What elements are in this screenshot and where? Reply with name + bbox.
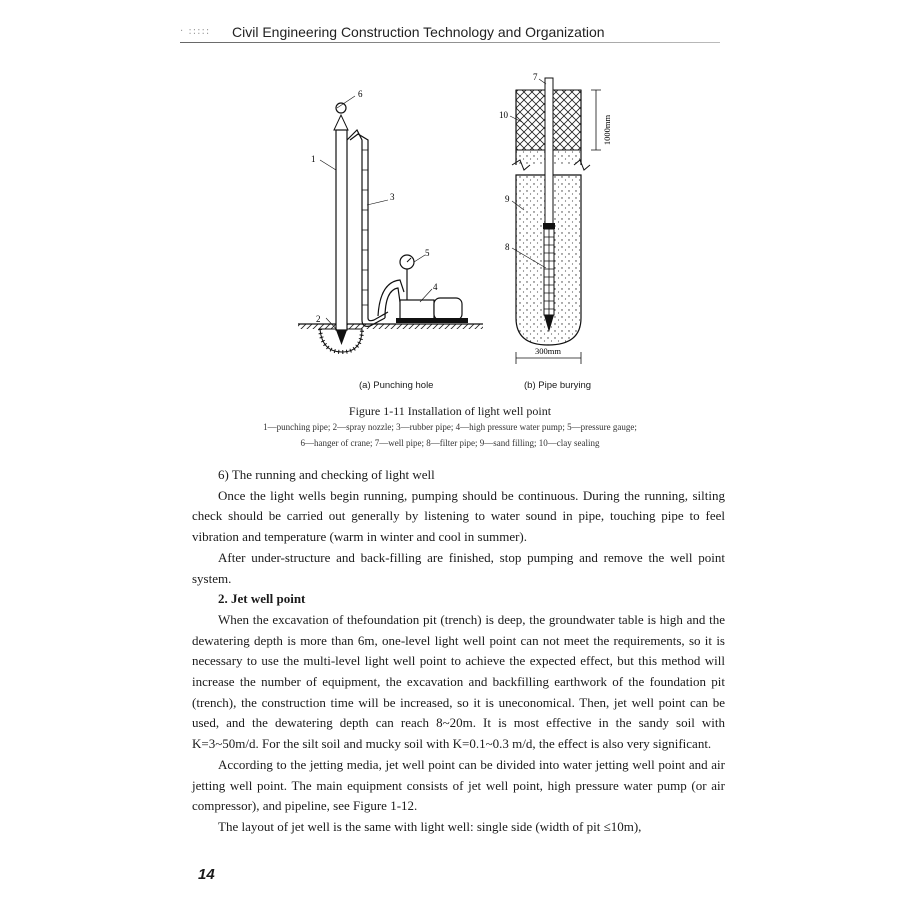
rubber-pipe-left-edge — [347, 130, 385, 326]
diagram-pipe-burying — [499, 72, 612, 364]
running-header — [180, 22, 720, 44]
section-heading-6: 6) The running and checking of light well — [218, 467, 435, 482]
header-dots: · ::::: — [180, 26, 211, 37]
rubber-pipe-ribs — [362, 150, 368, 305]
punching-pipe — [336, 130, 347, 330]
dim-depth-text: 1000mm — [602, 114, 612, 146]
section-heading-jet: 2. Jet well point — [218, 591, 306, 607]
header-rule — [180, 42, 720, 43]
body-text — [192, 465, 725, 838]
subcaption-b: (b) Pipe burying — [524, 380, 592, 391]
label-2: 2 — [316, 314, 321, 324]
label-4: 4 — [433, 282, 438, 292]
leader-5 — [414, 255, 425, 262]
subcaption-a: (a) Punching hole — [359, 380, 434, 391]
label-10: 10 — [499, 110, 508, 120]
pump-base — [396, 318, 468, 323]
book-title: Civil Engineering Construction Technology and Organization — [232, 24, 605, 40]
label-5: 5 — [425, 248, 430, 258]
paragraph-jet-media: According to the jetting media, jet well point can be divided into water jetting well point and air jetting well point. The main equipment consists of jet well point, high pressure water pump (or air compressor), and pipeline, see Figure 1-12. — [192, 756, 725, 814]
crane-hanger — [334, 115, 348, 130]
paragraph-running: Once the light wells begin running, pumping should be continuous. During the running, silting check should be carried out generally by listening to water sound in pipe, touching pipe to feel vibration and temperature (warm in winter and cool in summer). — [192, 487, 725, 545]
pipe-coupling — [543, 223, 555, 229]
figure-legend-line-1: 1—punching pipe; 2—spray nozzle; 3—rubber pipe; 4—high pressure water pump; 5—pressure gauge; — [263, 422, 637, 432]
page-number: 14 — [198, 866, 215, 883]
label-7: 7 — [533, 72, 538, 82]
label-3: 3 — [390, 192, 395, 202]
pump-hose — [385, 288, 400, 318]
dim-width-text: 300mm — [535, 346, 561, 356]
leader-3 — [367, 200, 388, 205]
label-1: 1 — [311, 154, 316, 164]
paragraph-removal: After under-structure and back-filling are finished, stop pumping and remove the well point system. — [192, 549, 725, 586]
water-pump-body — [400, 300, 434, 320]
paragraph-jet-intro: When the excavation of thefoundation pit (trench) is deep, the groundwater table is high and the dewatering depth is more than 6m, one-level light well point can not meet the requirements, so it is necessary to use the multi-level light well point to achieve the expected effect, but this method will increase the number of equipment, the excavation and backfilling earthwork of the foundation pit (trench), the construction time will be increased, so it is uneconomical. Then, jet well point can be used, and the dewatering depth can reach 8~20m. It is most effective in the sandy soil with K=3~50m/d. For the silt soil and mucky soil with K=0.1~0.3 m/d, the effect is also very significant. — [192, 611, 725, 752]
label-9: 9 — [505, 194, 510, 204]
label-8: 8 — [505, 242, 510, 252]
well-pipe — [545, 78, 553, 228]
figure-legend-line-2: 6—hanger of crane; 7—well pipe; 8—filter pipe; 9—sand filling; 10—clay sealing — [300, 438, 600, 448]
paragraph-jet-layout: The layout of jet well is the same with light well: single side (width of pit ≤10m), — [218, 818, 642, 834]
leader-1 — [320, 160, 336, 170]
ground-surface — [298, 324, 483, 329]
pump-motor — [434, 298, 462, 320]
figure-1-11 — [290, 70, 630, 400]
rubber-pipe-right-edge — [350, 134, 388, 321]
diagram-punching-hole — [298, 89, 483, 352]
label-6: 6 — [358, 89, 363, 99]
figure-caption: Figure 1-11 Installation of light well point — [348, 404, 552, 418]
